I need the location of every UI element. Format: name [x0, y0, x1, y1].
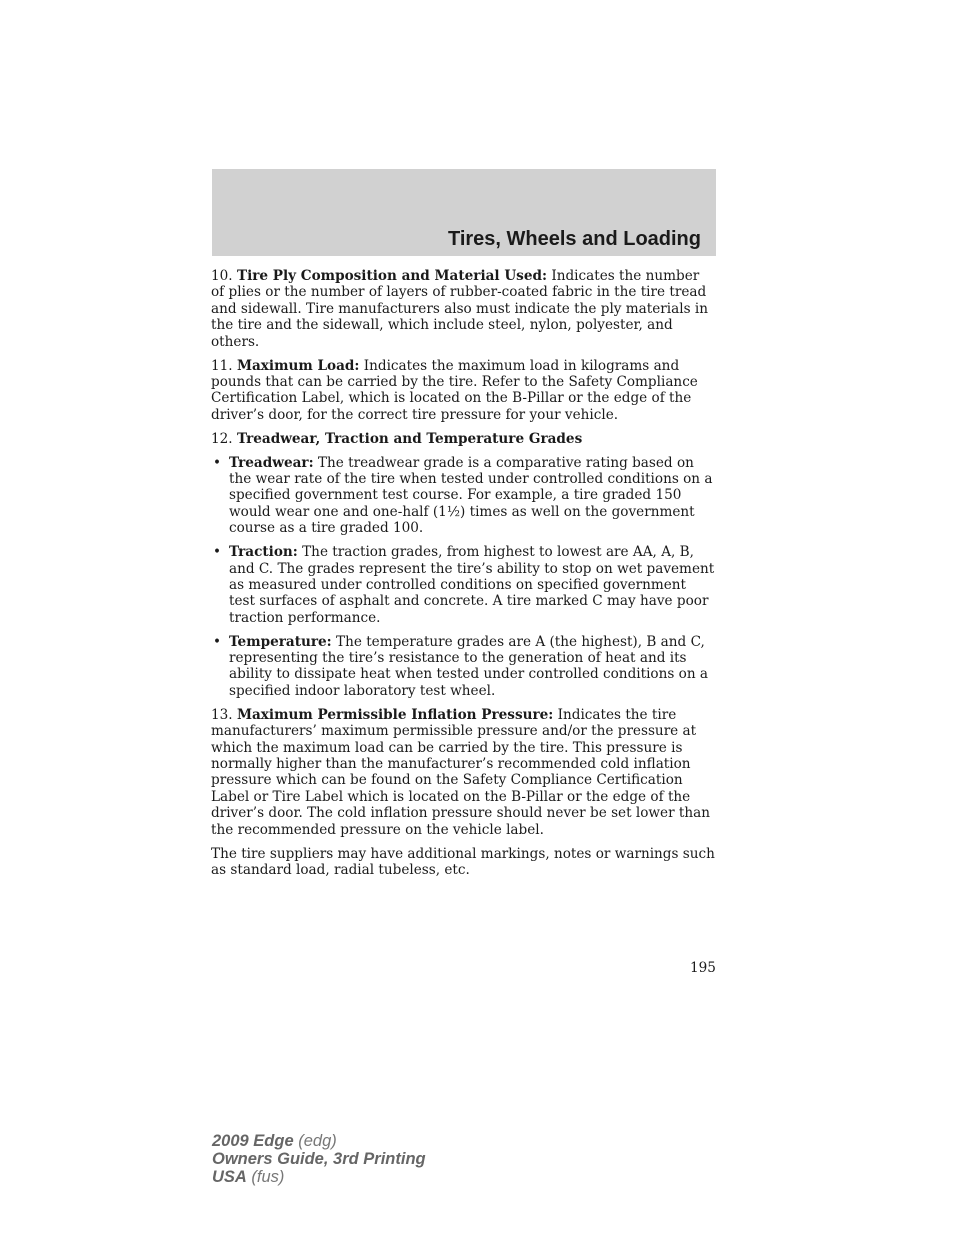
bullet-traction: [211, 544, 716, 626]
item-10: [211, 268, 716, 350]
footer-market-code: (fus): [246, 1168, 285, 1186]
footer-market: USA: [212, 1168, 247, 1186]
page-body: [211, 268, 716, 886]
footer-model-code: (edg): [293, 1132, 337, 1150]
footer-line-guide: [212, 1150, 426, 1168]
item-text: Indicates the maximum load in kilograms and pounds that can be carried by the tire. Refer to the Safety Compliance Certification Label, which is located on the B-Pillar or the edge of the driver’s door, for the correct tire pressure for your vehicle.: [211, 357, 698, 423]
item-heading: Maximum Permissible Inflation Pressure:: [236, 706, 554, 723]
footer-model: 2009 Edge: [212, 1132, 294, 1150]
bullet-icon: •: [213, 454, 222, 471]
footer-line-market: [212, 1168, 426, 1186]
bullet-heading: Temperature:: [229, 633, 332, 650]
item-12: [211, 431, 716, 447]
item-number: 11.: [211, 357, 233, 374]
bullet-icon: •: [213, 633, 222, 650]
bullet-text: The traction grades, from highest to lowest are AA, A, B, and C. The grades represent the tire’s ability to stop on wet pavement as measured under controlled conditions on specified government test surfaces of asphalt and concrete. A tire marked C may have poor traction performance.: [229, 544, 715, 626]
item-11: [211, 358, 716, 424]
section-header-band: [212, 169, 716, 256]
item-13: [211, 707, 716, 838]
page-number: 195: [690, 960, 716, 976]
closing-paragraph: The tire suppliers may have additional markings, notes or warnings such as standard load, radial tubeless, etc.: [211, 845, 715, 878]
bullet-text: The temperature grades are A (the highest), B and C, representing the tire’s resistance to the generation of heat and its ability to dissipate heat when tested under controlled conditions on a specified indoor laboratory test wheel.: [229, 633, 709, 699]
bullet-icon: •: [213, 544, 222, 561]
item-heading: Treadwear, Traction and Temperature Grades: [236, 430, 583, 447]
bullet-heading: Traction:: [229, 544, 298, 561]
bullet-treadwear: [211, 455, 716, 537]
section-title: Tires, Wheels and Loading: [447, 228, 701, 250]
document-footer: [212, 1132, 426, 1186]
footer-guide: Owners Guide, 3rd Printing: [212, 1150, 426, 1168]
item-text: Indicates the number of plies or the number of layers of rubber-coated fabric in the tire tread and sidewall. Tire manufacturers also must indicate the ply materials in the tire and the sidewall, which include steel, nylon, polyester, and others.: [211, 268, 708, 350]
item-text: Indicates the tire manufacturers’ maximum permissible pressure and/or the pressure at which the maximum load can be carried by the tire. This pressure is normally higher than the manufacturer’s recommended cold inflation pressure which can be found on the Safety Compliance Certification Label or Tire Label which is located on the B-Pillar or the edge of the driver’s door. The cold inflation pressure should never be set lower than the recommended pressure on the vehicle label.: [211, 706, 710, 838]
item-number: 13.: [211, 706, 233, 723]
item-heading: Maximum Load:: [236, 357, 360, 374]
footer-line-model: [212, 1132, 426, 1150]
bullet-heading: Treadwear:: [229, 454, 314, 471]
bullet-temperature: [211, 634, 716, 700]
item-number: 12.: [211, 430, 233, 447]
item-number: 10.: [211, 268, 233, 284]
bullet-text: The treadwear grade is a comparative rating based on the wear rate of the tire when tested under controlled conditions on a specified government test course. For example, a tire graded 150 would wear one and one-half (1½) times as well on the government course as a tire graded 100.: [229, 454, 713, 537]
item-heading: Tire Ply Composition and Material Used:: [236, 268, 548, 284]
